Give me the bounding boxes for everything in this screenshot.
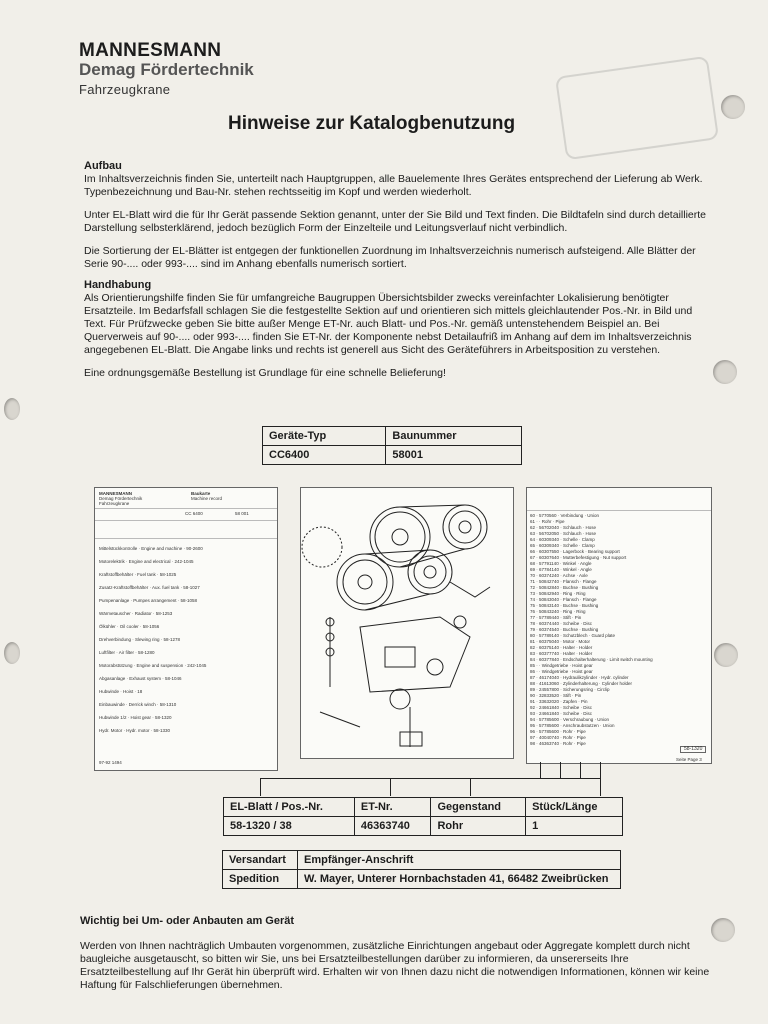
thumb-row: Drehverbindung · Slewing ring · 58-1278 bbox=[99, 637, 181, 642]
thumb-row: Kraftstoffbehälter · Fuel tank · 58-1025 bbox=[99, 572, 177, 577]
item-value: Rohr bbox=[431, 817, 526, 836]
thumb-row: Motorabstützung · Engine and suspension · 242-1045 bbox=[99, 663, 207, 668]
parts-list-sheet-page: Seite Page 3 bbox=[676, 757, 702, 762]
punch-hole-top bbox=[721, 95, 745, 119]
aufbau-section bbox=[84, 160, 714, 380]
thumb-row: Ölkühler · Oil cooler · 58-1056 bbox=[99, 624, 160, 629]
thumb-number: 58 001 bbox=[235, 511, 249, 516]
device-type-header: Geräte-Typ bbox=[263, 427, 386, 446]
thumb-row: 68 · 57791140 · Winkel · Angle bbox=[530, 561, 592, 566]
thumb-row: 67 · 60307640 · Mutterbefestigung · Nut support bbox=[530, 555, 627, 560]
thumb-row: 73 · 50842940 · Ring · Ring bbox=[530, 591, 586, 596]
thumb-row: 72 · 50842840 · Buchse · Bushing bbox=[530, 585, 599, 590]
aufbau-paragraph-3: Die Sortierung der EL-Blätter ist entgegen der funktionellen Zuordnung im Inhaltsverzeichnis numerisch aufsteigend. Alle Blätter der Serie 90-.... oder 993-.... sind im Anhang ebenfalls numerisch sortiert. bbox=[84, 245, 696, 270]
thumb-title-de: Baukarte bbox=[191, 491, 211, 496]
handhabung-paragraph-1: Als Orientierungshilfe finden Sie für umfangreiche Baugruppen Übersichtsbilder zwecks vereinfachter Lokalisierung benötigter Ersatzteile. Im Bedarfsfall schlagen Sie die festgestellte Sektion auf und orientieren sich mittels gleichlautender Pos.-Nr. in Bild und Text. Für Prüfzwecke geben Sie bitte außer Menge ET-Nr. auch Blatt- und Pos.-Nr. gemäß untenstehendem Beispiel an. Bei Querverweis auf 90-.... oder 993-.... finden Sie ET-Nr. der Komponente nebst Detailaufriß im Anhang auf dem im Inhaltsverzeichnis angegebenen EL-Blatt. Die Angabe links und rechts ist generell aus Sicht des Geräteführers in Arbeitsposition zu verstehen. bbox=[84, 292, 693, 356]
thumb-row: 81 · 60375040 · Motor · Motor bbox=[530, 639, 591, 644]
thumb-row: 86 · · Windgetriebe · Hoist gear bbox=[530, 669, 593, 674]
thumb-row: 89 · 24557800 · Sicherungsring · Circlip bbox=[530, 687, 610, 692]
parts-list-thumbnail bbox=[526, 487, 712, 764]
recipient-address-value: W. Mayer, Unterer Hornbachstaden 41, 66482 Zweibrücken bbox=[298, 870, 621, 889]
faded-stamp bbox=[555, 56, 719, 161]
thumb-row: 70 · 60374240 · Achse · Axle bbox=[530, 573, 588, 578]
thumb-row: Luftfilter · Air filter · 58-1280 bbox=[99, 650, 155, 655]
aufbau-paragraph-1: Im Inhaltsverzeichnis finden Sie, unterteilt nach Hauptgruppen, alle Bauelemente Ihres Gerätes entsprechend der Lieferung ab Werk. Typenbezeichnung und Bau-Nr. stehen rechtsseitig im Kopf und werden wiederholt. bbox=[84, 173, 703, 198]
thumb-row: 97 · 40040740 · Rohr · Pipe bbox=[530, 735, 586, 740]
thumb-row: 71 · 50842740 · Flansch · Flange bbox=[530, 579, 597, 584]
thumb-footer: 97-92 1494 bbox=[99, 760, 122, 765]
punch-hole-bottom bbox=[711, 918, 735, 942]
punch-hole-left-1 bbox=[4, 398, 20, 420]
thumb-row: Abgasanlage · Exhaust system · 58-1046 bbox=[99, 676, 182, 681]
thumb-row: 88 · 41613060 · Zylinderhalterung · Cylinder holder bbox=[530, 681, 633, 686]
thumb-row: 93 · 24661840 · Scheibe · Disc bbox=[530, 711, 593, 716]
thumb-row: Pumpenanlage · Pumpes arrangement · 58-1058 bbox=[99, 598, 198, 603]
thumb-row: 91 · 33632020 · Zapfen · Pin bbox=[530, 699, 588, 704]
punch-hole-lower bbox=[714, 643, 738, 667]
letterhead-unit: Fahrzeugkrane bbox=[79, 82, 171, 97]
thumb-row: 78 · 60374440 · Scheibe · Disc bbox=[530, 621, 593, 626]
thumb-company: MANNESMANN bbox=[99, 491, 132, 496]
handhabung-heading: Handhabung bbox=[84, 279, 152, 291]
etnr-value: 46363740 bbox=[354, 817, 431, 836]
thumb-unit: Fahrzeugkrane bbox=[99, 501, 130, 506]
thumb-row: 87 · 46174040 · Hydraulikzylinder · Hydr. cylinder bbox=[530, 675, 629, 680]
winch-exploded-drawing bbox=[300, 487, 514, 759]
thumb-row: 84 · 60377840 · Endschalterhalterung · Limit switch mounting bbox=[530, 657, 653, 662]
page-title: Hinweise zur Katalogbenutzung bbox=[228, 113, 516, 134]
aufbau-heading: Aufbau bbox=[84, 160, 122, 172]
thumb-row: 95 · 57785600 · Anschraubstutzen · Union bbox=[530, 723, 615, 728]
punch-hole-left-2 bbox=[4, 642, 20, 664]
thumb-row: 74 · 50843040 · Flansch · Flange bbox=[530, 597, 597, 602]
thumb-row: 61 · · Rohr · Pipe bbox=[530, 519, 565, 524]
warning-heading: Wichtig bei Um- oder Anbauten am Gerät bbox=[80, 915, 295, 927]
thumb-row: 82 · 60375140 · Halter · Holder bbox=[530, 645, 593, 650]
thumb-row: Mittelstückkontrolle · Engine and machine · 90-2600 bbox=[99, 546, 203, 551]
thumb-row: Zusatz-Kraftstoffbehälter · Aux. fuel tank · 58-1027 bbox=[99, 585, 200, 590]
thumb-type: CC 6400 bbox=[185, 511, 203, 516]
thumb-row: 60 · 5770560 · Verbindung · Union bbox=[530, 513, 600, 518]
quantity-header: Stück/Länge bbox=[526, 798, 623, 817]
thumb-row: 77 · 57789440 · Stift · Pin bbox=[530, 615, 582, 620]
device-number-value: 58001 bbox=[386, 446, 522, 465]
thumb-row: 92 · 24661840 · Scheibe · Disc bbox=[530, 705, 593, 710]
thumb-row: 64 · 60309340 · Schelle · Clamp bbox=[530, 537, 595, 542]
thumb-row: Hydr. Motor · Hydr. motor · 58-1330 bbox=[99, 728, 171, 733]
aufbau-paragraph-2: Unter EL-Blatt wird die für Ihr Gerät passende Sektion genannt, unter der Sie Bild und Text finden. Die Bildtafeln sind durch detaillierte Darstellung selbsterklärend, jedoch bezüglich Form der Einzelteile und Leitungsverlauf nicht verbindlich. bbox=[84, 209, 706, 234]
thumb-row: 90 · 32833520 · Stift · Pin bbox=[530, 693, 582, 698]
letterhead-division: Demag Fördertechnik bbox=[79, 60, 254, 79]
item-header: Gegenstand bbox=[431, 798, 526, 817]
thumb-row: 98 · 46363740 · Rohr · Pipe bbox=[530, 741, 586, 746]
thumb-division: Demag Fördertechnik bbox=[99, 496, 143, 501]
handhabung-paragraph-2: Eine ordnungsgemäße Bestellung ist Grundlage für eine schnelle Belieferung! bbox=[84, 367, 446, 379]
thumb-row: Motorelektrik · Engine and electrical · 242-1045 bbox=[99, 559, 194, 564]
thumb-title-en: Machine record bbox=[191, 496, 223, 501]
thumb-row: 62 · 56702040 · Schlauch · Hose bbox=[530, 525, 597, 530]
device-table bbox=[262, 426, 522, 465]
thumb-row: 85 · · Windgetriebe · Hoist gear bbox=[530, 663, 593, 668]
warning-text: Werden von Ihnen nachträglich Umbauten vorgenommen, zusätzliche Einrichtungen angebaut oder Aggregate komplett durch nicht baugleiche ausgetauscht, so bitten wir Sie, uns bei Ersatzteilbestellungen darüber zu informieren, da unsererseits Ihre Ersatzteilbestellung auf Ihr Gerät hin überprüft wird. Erhalten wir von Ihnen dazu nicht die notwendigen Informationen, können wir keine Haftung für Falschlieferungen übernehmen. bbox=[80, 940, 710, 991]
thumb-row: 69 · 67784140 · Winkel · Angle bbox=[530, 567, 592, 572]
letterhead-company: MANNESMANN bbox=[79, 40, 222, 61]
thumb-row: 94 · 57785600 · Verschraubung · Union bbox=[530, 717, 610, 722]
thumb-row: 75 · 50843140 · Buchse · Bushing bbox=[530, 603, 599, 608]
thumb-row: Hubwinde 1/2 · Hoist gear · 58-1320 bbox=[99, 715, 172, 720]
thumb-row: Hubwinde · Hoist · 18 bbox=[99, 689, 143, 694]
device-number-header: Baunummer bbox=[386, 427, 522, 446]
device-type-value: CC6400 bbox=[263, 446, 386, 465]
quantity-value: 1 bbox=[526, 817, 623, 836]
sheet-pos-header: EL-Blatt / Pos.-Nr. bbox=[224, 798, 355, 817]
punch-hole-middle bbox=[713, 360, 737, 384]
sheet-pos-value: 58-1320 / 38 bbox=[224, 817, 355, 836]
thumb-row: Wärmetauscher · Radiator · 58-1253 bbox=[99, 611, 173, 616]
machine-record-thumbnail bbox=[94, 487, 278, 771]
thumb-row: 76 · 50843240 · Ring · Ring bbox=[530, 609, 586, 614]
recipient-address-header: Empfänger-Anschrift bbox=[298, 851, 621, 870]
thumb-row: 79 · 60374540 · Buchse · Bushing bbox=[530, 627, 599, 632]
thumb-row: 66 · 60307550 · Lagerbock · Bearing support bbox=[530, 549, 620, 554]
thumb-row: 83 · 60377740 · Halter · Holder bbox=[530, 651, 593, 656]
thumb-row: Einbauwinde · Derrick winch · 58-1310 bbox=[99, 702, 177, 707]
parts-list-sheet-label: 58-1320 bbox=[680, 746, 706, 753]
shipping-method-value: Spedition bbox=[223, 870, 298, 889]
shipping-method-header: Versandart bbox=[223, 851, 298, 870]
thumb-row: 65 · 60309340 · Schelle · Clamp bbox=[530, 543, 595, 548]
order-example-table bbox=[223, 797, 623, 836]
thumb-row: 80 · 57789140 · Schutzblech · Guard plate bbox=[530, 633, 616, 638]
shipping-table bbox=[222, 850, 621, 889]
thumb-row: 63 · 56702050 · Schlauch · Hose bbox=[530, 531, 597, 536]
etnr-header: ET-Nr. bbox=[354, 798, 431, 817]
thumb-row: 96 · 57785600 · Rohr · Pipe bbox=[530, 729, 586, 734]
